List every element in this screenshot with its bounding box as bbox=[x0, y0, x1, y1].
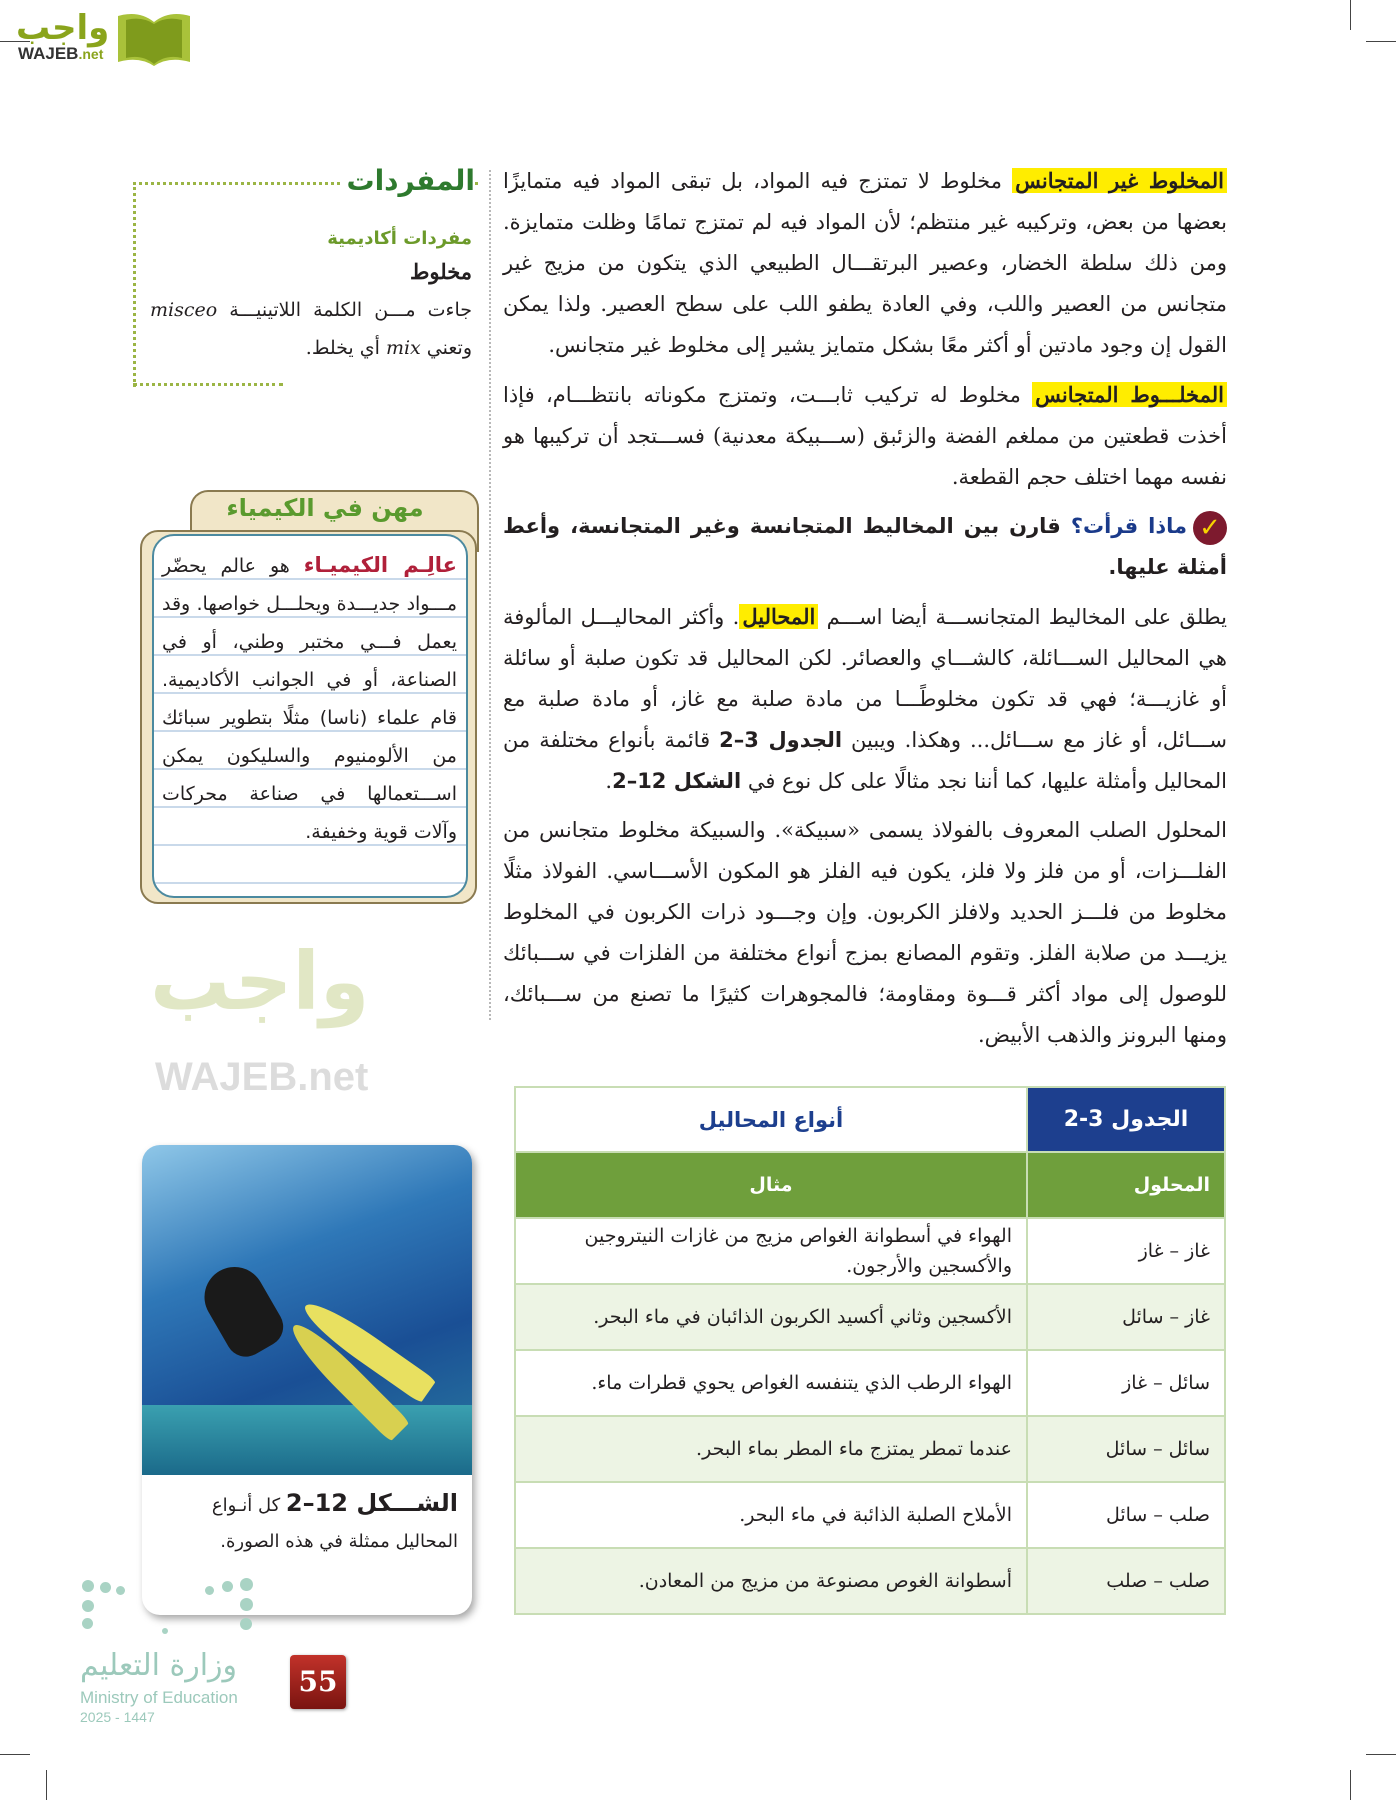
ministry-year: 2025 - 1447 bbox=[80, 1709, 155, 1725]
careers-title: مهن في الكيمياء bbox=[226, 494, 424, 522]
solution-example: الهواء الرطب الذي يتنفسه الغواص يحوي قطرات ماء. bbox=[515, 1350, 1027, 1416]
crop-mark bbox=[0, 1754, 30, 1755]
solution-type: سائل – غاز bbox=[1027, 1350, 1225, 1416]
column-header: المحلول bbox=[1027, 1152, 1225, 1218]
solution-type: غاز – سائل bbox=[1027, 1284, 1225, 1350]
key-term: المحاليل bbox=[739, 604, 818, 629]
vocabulary-content bbox=[150, 228, 472, 367]
paragraph-heterogeneous bbox=[503, 160, 1227, 366]
crop-mark bbox=[1350, 1770, 1351, 1800]
latin-word: misceo bbox=[150, 299, 218, 321]
table-row bbox=[515, 1218, 1225, 1284]
figure-caption bbox=[156, 1485, 458, 1560]
solution-example: أسطوانة الغوص مصنوعة من مزيج من المعادن. bbox=[515, 1548, 1027, 1614]
reading-check bbox=[503, 506, 1227, 588]
careers-text bbox=[162, 546, 457, 851]
diver bbox=[194, 1256, 291, 1364]
paragraph-text: مخلوط لا تمتزج فيه المواد، بل تبقى المواد فيه متمايزًا بعضها من بعض، وتركيبه غير منتظم؛ لأن المواد فيه لم تمتزج تمامًا وظلت متمايزة. ومن ذلك سلطة الخضار، وعصير البرتقـــال الطبيعي الذي يتكون من مزيج غير متجانس من العصير واللب، وفي العادة يطفو اللب على سطح العصير. ولذا يمكن القول إن وجود مادتين أو أكثر معًا بشكل متمايز يشير إلى مخلوط غير متجانس. bbox=[503, 169, 1227, 357]
table-header-row bbox=[515, 1152, 1225, 1218]
careers-box bbox=[140, 490, 475, 910]
vocabulary-subtitle: مفردات أكاديمية bbox=[327, 228, 472, 249]
paragraph-solutions bbox=[503, 596, 1227, 802]
logo-arabic: واجب bbox=[16, 8, 110, 48]
wajeb-logo[interactable] bbox=[8, 6, 193, 68]
figure-caption-text: كل أنـواع المحاليل ممثلة في هذه الصورة. bbox=[211, 1495, 458, 1552]
open-book-icon bbox=[114, 10, 194, 68]
vocabulary-definition bbox=[150, 291, 472, 367]
crop-mark bbox=[1366, 41, 1396, 42]
careers-description: هو عالم يحضّر مـــواد جديـــدة ويحلـــل خواصها. وقد يعمل فـــي مختبر وطني، أو في الصناعة، أو في الجوانب الأكاديمية. قام علماء (ناسا) مثلًا بتطوير سبائك من الألومنيوم والسليكون يمكن اســـتعمالها في صناعة محركات وآلات قوية وخفيفة. bbox=[162, 555, 457, 843]
solution-example: الأكسجين وثاني أكسيد الكربون الذائبان في ماء البحر. bbox=[515, 1284, 1027, 1350]
watermark bbox=[150, 935, 470, 1115]
paragraph-homogeneous bbox=[503, 374, 1227, 498]
table-row bbox=[515, 1350, 1225, 1416]
key-term: المخلوط غير المتجانس bbox=[1012, 168, 1227, 193]
paragraph-text: . وأكثر المحاليـــل المألوفة هي المحاليل الســـائلة، كالشـــاي والعصائر. لكن المحاليل قد تكون صلبة أو سائلة أو غازيـــة؛ فهي قد تكون مخلوطًـــا من مادة صلبة مع غاز، أو مادة صلبة مع ســـائل، أو غاز مع ســـائل... وهكذا. ويبين bbox=[503, 605, 1227, 752]
key-term: المخلـــوط المتجانس bbox=[1032, 382, 1227, 407]
figure-card bbox=[142, 1145, 472, 1615]
watermark-english: WAJEB.net bbox=[155, 1055, 369, 1099]
vocabulary-title: المفردات bbox=[340, 164, 475, 197]
solution-type: سائل – سائل bbox=[1027, 1416, 1225, 1482]
figure-reference: الشكل 12–2 bbox=[612, 769, 742, 793]
right-column bbox=[503, 160, 1227, 1615]
paragraph-text: يطلق على المخاليط المتجانســـة أيضا اســـم bbox=[818, 605, 1227, 629]
solution-example: الأملاح الصلبة الذائبة في ماء البحر. bbox=[515, 1482, 1027, 1548]
main-text bbox=[503, 160, 1227, 1064]
solution-example: الهواء في أسطوانة الغواص مزيج من غازات النيتروجين والأكسجين والأرجون. bbox=[515, 1218, 1027, 1284]
definition-text: وتعني bbox=[420, 337, 472, 359]
table-caption-row bbox=[515, 1087, 1225, 1152]
ministry-name-arabic: وزارة التعليم bbox=[80, 1648, 238, 1683]
solution-type: صلب – صلب bbox=[1027, 1548, 1225, 1614]
vocabulary-word: مخلوط bbox=[409, 259, 472, 284]
definition-text: جاءت مـــن الكلمة اللاتينيـــة bbox=[217, 299, 472, 321]
crop-mark bbox=[46, 1770, 47, 1800]
crop-mark bbox=[1366, 1754, 1396, 1755]
table-row bbox=[515, 1284, 1225, 1350]
reading-check-text: قارن بين المخاليط المتجانسة وغير المتجانسة، وأعط أمثلة عليها. bbox=[503, 514, 1227, 579]
crop-mark bbox=[1350, 0, 1351, 30]
solution-type: صلب – سائل bbox=[1027, 1482, 1225, 1548]
paragraph-text: . bbox=[605, 769, 613, 793]
vocabulary-box-border bbox=[133, 383, 283, 386]
watermark-arabic: واجب bbox=[150, 935, 370, 1028]
ministry-logo bbox=[80, 1578, 260, 1728]
logo-english: WAJEB.net bbox=[18, 44, 104, 63]
solution-example: عندما تمطر يمتزج ماء المطر بماء البحر. bbox=[515, 1416, 1027, 1482]
table-number: الجدول 3-2 bbox=[1027, 1087, 1225, 1152]
solution-type: غاز – غاز bbox=[1027, 1218, 1225, 1284]
paragraph-text: مخلوط له تركيب ثابـــت، وتمتزج مكوناته بانتظـــام، فإذا أخذت قطعتين من مملغم الفضة والزئبق (ســـبيكة معدنية) فســـتجد أن تركيبها هو نفسه مهما اختلف حجم القطعة. bbox=[503, 383, 1227, 489]
table-title: أنواع المحاليل bbox=[515, 1087, 1027, 1152]
coral-reef bbox=[142, 1405, 472, 1475]
scuba-diver-photo bbox=[142, 1145, 472, 1475]
checkmark-icon: ✓ bbox=[1193, 511, 1227, 545]
careers-term: عالِـم الكيميـاء bbox=[303, 553, 458, 577]
reading-check-label: ماذا قرأت؟ bbox=[1070, 514, 1187, 538]
paragraph-text: قائمة بأنواع مختلفة من المحاليل وأمثلة عليها، كما أننا نجد مثالًا على كل نوع في bbox=[503, 728, 1227, 793]
table-reference: الجدول 3–2 bbox=[719, 728, 843, 752]
figure-label: الشـــكل 12–2 bbox=[285, 1489, 458, 1517]
column-header: مثال bbox=[515, 1152, 1027, 1218]
ministry-name-english: Ministry of Education bbox=[80, 1688, 238, 1707]
table-row bbox=[515, 1482, 1225, 1548]
paragraph-alloys: المحلول الصلب المعروف بالفولاذ يسمى «سبيكة». والسبيكة مخلوط متجانس من الفلـــزات، أو من فلز ولا فلز، يكون فيه الفلز هو المكون الأســـاسي. الفولاذ مثلًا مخلوط من فلـــز الحديد ولافلز الكربون. وإن وجـــود ذرات الكربون في المخلوط يزيـــد من صلابة الفلز. وتقوم المصانع بمزج أنواع مختلفة من الفلزات في ســـبائك للوصول إلى مواد أكثر قـــوة ومقاومة؛ فالمجوهرات كثيرًا ما تصنع من ســـبائك، ومنها البرونز والذهب الأبيض. bbox=[503, 818, 1227, 1047]
english-word: mix bbox=[385, 337, 421, 359]
definition-text: أي يخلط. bbox=[305, 337, 386, 359]
column-divider bbox=[489, 170, 491, 1020]
table-row bbox=[515, 1548, 1225, 1614]
solutions-table bbox=[514, 1086, 1226, 1615]
page-number: 55 bbox=[290, 1655, 346, 1709]
table-row bbox=[515, 1416, 1225, 1482]
